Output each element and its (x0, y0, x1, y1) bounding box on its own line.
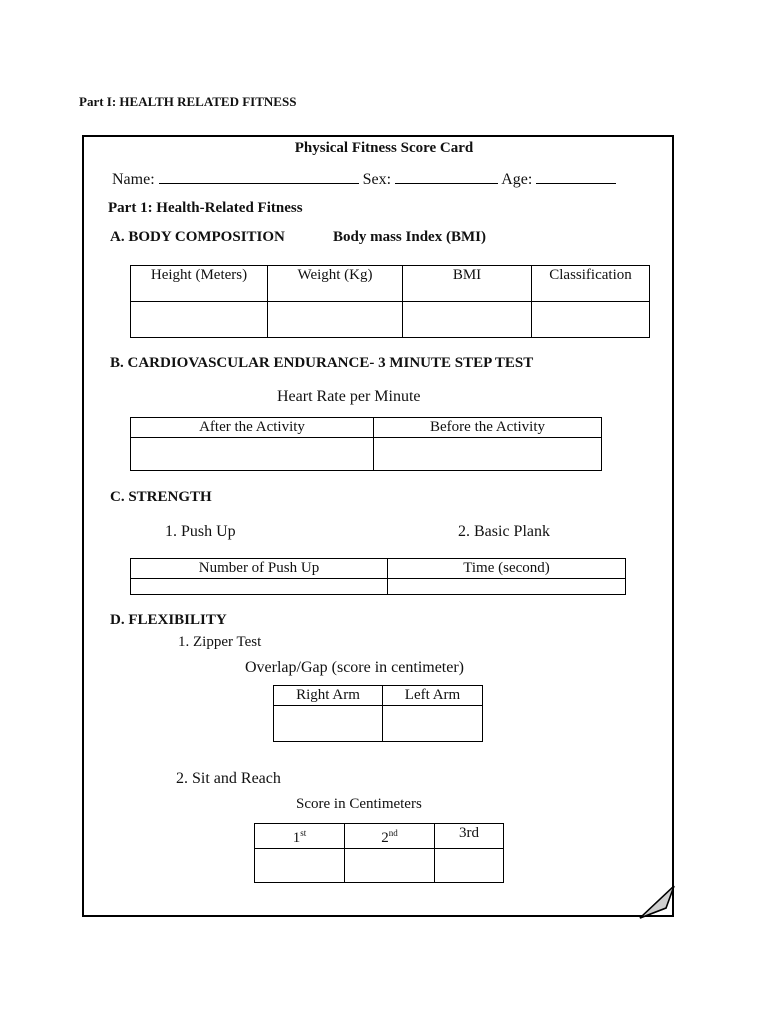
header-after-activity: After the Activity (131, 418, 374, 438)
plank-time-cell[interactable] (388, 579, 626, 595)
table-row (131, 302, 650, 338)
heart-rate-table (130, 417, 602, 471)
table-header-row (255, 824, 504, 849)
bmi-table (130, 265, 650, 338)
after-activity-cell[interactable] (131, 438, 374, 471)
sit-reach-table (254, 823, 504, 883)
age-label: Age: (501, 171, 533, 188)
section-a-title: A. BODY COMPOSITION (110, 229, 285, 245)
table-header-row (274, 686, 483, 706)
third-trial-cell[interactable] (435, 849, 504, 883)
name-field[interactable] (159, 170, 359, 184)
strength-table (130, 558, 626, 595)
first-trial-cell[interactable] (255, 849, 345, 883)
sit-reach-subtitle: Score in Centimeters (296, 796, 422, 812)
header-time-second: Time (second) (388, 559, 626, 579)
age-field[interactable] (536, 170, 616, 184)
push-up-cell[interactable] (131, 579, 388, 595)
basic-plank-label: 2. Basic Plank (458, 523, 550, 540)
bmi-cell[interactable] (403, 302, 532, 338)
table-row (255, 849, 504, 883)
table-row (274, 706, 483, 742)
zipper-subtitle: Overlap/Gap (score in centimeter) (245, 659, 465, 676)
header-number-push-up: Number of Push Up (131, 559, 388, 579)
header-second-trial: 2nd (345, 824, 435, 849)
weight-cell[interactable] (268, 302, 403, 338)
before-activity-cell[interactable] (374, 438, 602, 471)
push-up-label: 1. Push Up (165, 523, 236, 540)
zipper-test-label: 1. Zipper Test (178, 634, 262, 650)
card-title: Physical Fitness Score Card (294, 140, 474, 156)
page-curl-icon (638, 884, 678, 920)
header-height: Height (Meters) (131, 266, 268, 302)
classification-cell[interactable] (532, 302, 650, 338)
personal-info-row (112, 170, 616, 189)
sex-field[interactable] (395, 170, 498, 184)
name-label: Name: (112, 171, 155, 188)
table-row (131, 438, 602, 471)
section-a-subtitle: Body mass Index (BMI) (333, 229, 486, 245)
header-left-arm: Left Arm (383, 686, 483, 706)
part-title: Part 1: Health-Related Fitness (108, 200, 303, 216)
sit-reach-label: 2. Sit and Reach (176, 770, 281, 787)
header-right-arm: Right Arm (274, 686, 383, 706)
table-header-row (131, 418, 602, 438)
page-heading: Part I: HEALTH RELATED FITNESS (79, 94, 297, 109)
sex-label: Sex: (362, 171, 392, 188)
second-trial-cell[interactable] (345, 849, 435, 883)
section-b-subtitle: Heart Rate per Minute (277, 388, 421, 405)
header-before-activity: Before the Activity (374, 418, 602, 438)
table-header-row (131, 266, 650, 302)
table-row (131, 579, 626, 595)
section-c-title: C. STRENGTH (110, 489, 212, 505)
header-weight: Weight (Kg) (268, 266, 403, 302)
header-first-trial: 1st (255, 824, 345, 849)
section-d-title: D. FLEXIBILITY (110, 612, 227, 628)
right-arm-cell[interactable] (274, 706, 383, 742)
left-arm-cell[interactable] (383, 706, 483, 742)
header-classification: Classification (532, 266, 650, 302)
table-header-row (131, 559, 626, 579)
header-third-trial: 3rd (435, 824, 504, 849)
header-bmi: BMI (403, 266, 532, 302)
zipper-table (273, 685, 483, 742)
height-cell[interactable] (131, 302, 268, 338)
section-b-title: B. CARDIOVASCULAR ENDURANCE- 3 MINUTE STEP TEST (110, 355, 534, 371)
